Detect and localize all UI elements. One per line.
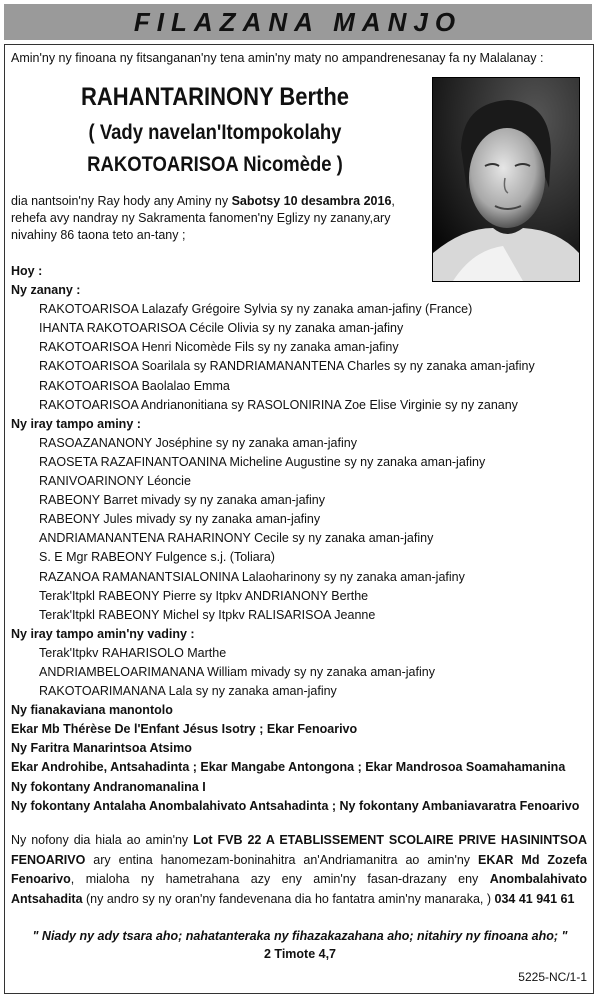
section-heading: Ny iray tampo amin'ny vadiny : <box>11 626 195 641</box>
section-heading: Ny fianakaviana manontolo <box>11 703 173 718</box>
list-item: ANDRIAMANANTENA RAHARINONY Cecile sy ny zanaka aman-jafiny <box>39 531 434 546</box>
intro-text: Amin'ny ny finoana ny fitsanganan'ny tena amin'ny maty no ampandrenesanay fa ny Malalanay : <box>11 51 544 65</box>
list-item: RAOSETA RAZAFINANTOANINA Micheline Augustine sy ny zanaka aman-jafiny <box>39 454 486 469</box>
spouse-line-2: RAKOTOARISOA Nicomède ) <box>87 153 343 176</box>
portrait-photo <box>432 77 580 282</box>
section-heading: Ekar Mb Thérèse De l'Enfant Jésus Isotry ; Ekar Fenoarivo <box>11 722 358 737</box>
list-item: RANIVOARINONY Léoncie <box>39 474 191 489</box>
death-date: Sabotsy 10 desambra 2016 <box>231 194 392 208</box>
church-name: EKAR Md Zozefa Fenoarivo <box>11 852 588 886</box>
list-item: RAKOTOARISOA Lalazafy Grégoire Sylvia sy ny zanaka aman-jafiny (France) <box>39 302 473 317</box>
quote-text: " Niady ny ady tsara aho; nahatanteraka ny fihazakazahana aho; nitahiry ny finoana aho; " <box>32 929 568 943</box>
contact-phone: 034 41 941 61 <box>494 891 575 906</box>
list-item: RAKOTOARISOA Andrianonitiana sy RASOLONIRINA Zoe Elise Virginie sy ny zanany <box>39 397 518 412</box>
list-item: Terak'Itpkl RABEONY Michel sy Itpkv RALISARISOA Jeanne <box>39 607 376 622</box>
section-heading: Ny iray tampo aminy : <box>11 416 141 431</box>
deceased-name: RAHANTARINONY Berthe <box>80 83 350 111</box>
list-item: IHANTA RAKOTOARISOA Cécile Olivia sy ny zanaka aman-jafiny <box>39 321 404 336</box>
section-heading: Ny fokontany Andranomanalina I <box>11 779 206 794</box>
obituary-box <box>4 44 594 994</box>
header-banner <box>4 4 592 40</box>
portrait-image <box>433 78 579 281</box>
list-item: RAKOTOARISOA Baolalao Emma <box>39 378 230 393</box>
list-item: S. E Mgr RABEONY Fulgence s.j. (Toliara) <box>39 550 275 565</box>
list-item: RABEONY Jules mivady sy ny zanaka aman-jafiny <box>39 512 321 527</box>
section-heading: Ny zanany : <box>11 283 81 298</box>
funeral-location: Lot FVB 22 A ETABLISSEMENT SCOLAIRE PRIVE HASININTSOA FENOARIVO <box>11 833 588 867</box>
list-item: RASOAZANANONY Joséphine sy ny zanaka aman-jafiny <box>39 435 357 450</box>
death-announcement: dia nantsoin'ny Ray hody any Aminy ny Sabotsy 10 desambra 2016, rehefa avy nandray ny Sakramenta fanomen'ny Eglizy ny zanany,ary nivahiny 86 taona teto an-tany ; <box>11 194 395 242</box>
spouse-line-1: ( Vady navelan'Itompokolahy <box>88 121 342 144</box>
section-heading: Hoy : <box>11 264 43 278</box>
list-item: Terak'Itpkl RABEONY Pierre sy Itpkv ANDRIANONY Berthe <box>39 588 369 603</box>
funeral-details: Ny nofony dia hiala ao amin'ny Lot FVB 22 A ETABLISSEMENT SCOLAIRE PRIVE HASININTSOA FENOARIVO ary entina hanomezam-boninahitra an'Andriamanitra ao amin'ny EKAR Md Zozefa Fenoarivo, mialoha ny hametrahana azy eny amin'ny fasan-drazany eny Anombalahivato Antsahadita (ny andro sy ny oran'ny fandevenana dia ho fantatra amin'ny manaraka, ) 034 41 941 61 <box>11 833 588 906</box>
list-item: ANDRIAMBELOARIMANANA William mivady sy ny zanaka aman-jafiny <box>39 664 435 679</box>
header-title: FILAZANA MANJO <box>133 6 463 37</box>
list-item: RAZANOA RAMANANTSIALONINA Lalaoharinony sy ny zanaka aman-jafiny <box>39 569 465 584</box>
list-item: RAKOTOARIMANANA Lala sy ny zanaka aman-jafiny <box>39 684 337 699</box>
section-heading: Ekar Androhibe, Antsahadinta ; Ekar Mangabe Antongona ; Ekar Mandrosoa Soamahamanina <box>11 760 566 775</box>
reference-code: 5225-NC/1-1 <box>518 970 587 984</box>
section-heading: Ny fokontany Antalaha Anombalahivato Antsahadinta ; Ny fokontany Ambaniavaratra Fenoarivo <box>11 798 580 813</box>
list-item: RABEONY Barret mivady sy ny zanaka aman-jafiny <box>39 493 325 508</box>
list-item: Terak'Itpkv RAHARISOLO Marthe <box>39 645 227 660</box>
bible-quote <box>5 927 595 963</box>
quote-source: 2 Timote 4,7 <box>263 947 337 961</box>
list-item: RAKOTOARISOA Henri Nicomède Fils sy ny zanaka aman-jafiny <box>39 340 399 355</box>
family-list <box>11 262 591 816</box>
list-item: RAKOTOARISOA Soarilala sy RANDRIAMANANTENA Charles sy ny zanaka aman-jafiny <box>39 359 535 374</box>
section-heading: Ny Faritra Manarintsoa Atsimo <box>11 741 192 756</box>
burial-place: Anombalahivato Antsahadita <box>11 872 587 906</box>
